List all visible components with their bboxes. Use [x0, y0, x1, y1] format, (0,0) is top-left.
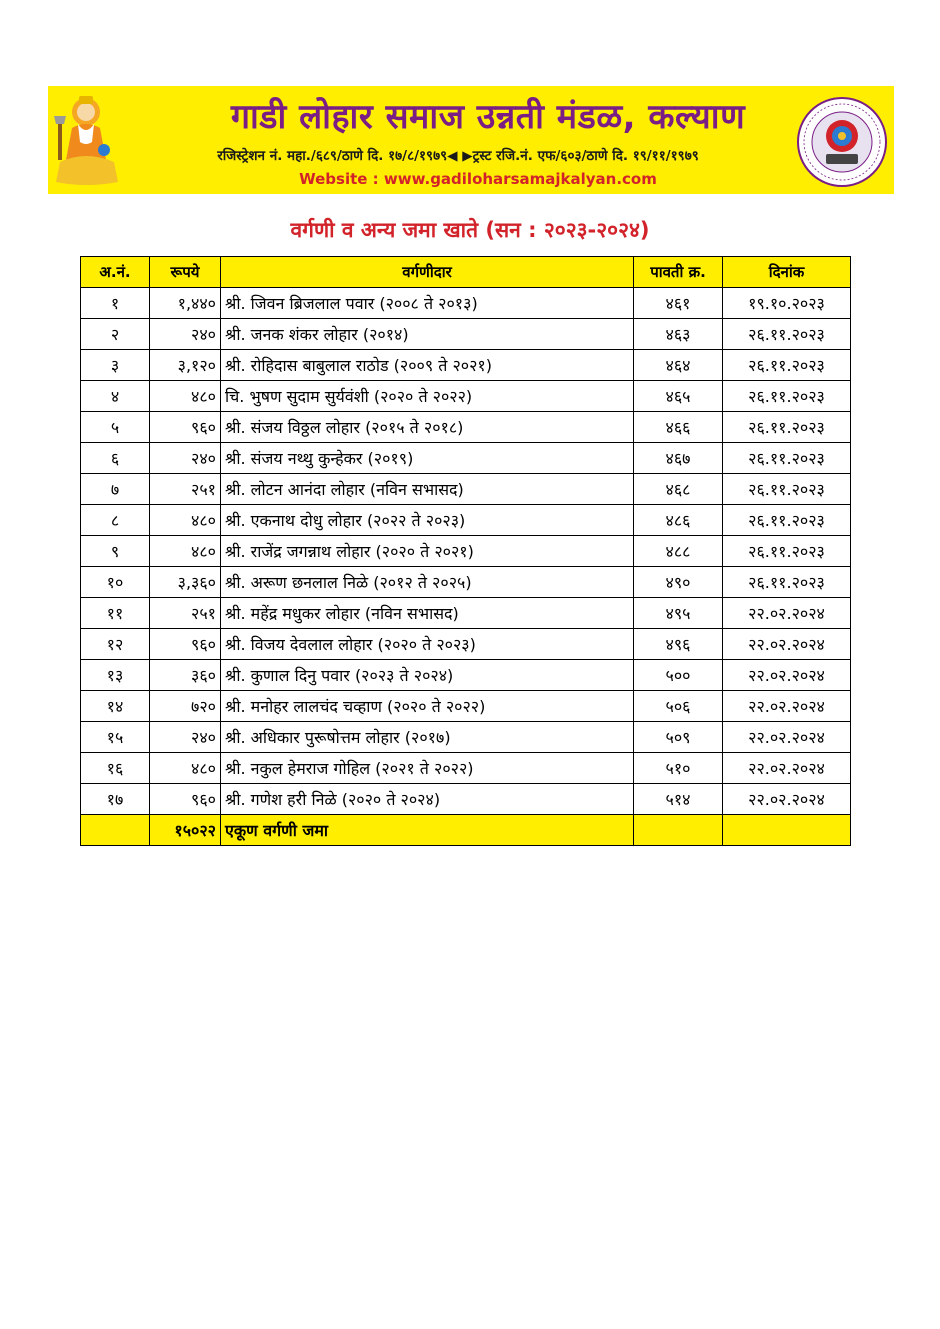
- cell-serial-no: ६: [81, 443, 150, 474]
- total-serial-empty: [81, 815, 150, 846]
- cell-serial-no: १७: [81, 784, 150, 815]
- cell-amount: २४०: [150, 319, 221, 350]
- cell-date: २२.०२.२०२४: [723, 691, 851, 722]
- cell-serial-no: ३: [81, 350, 150, 381]
- cell-date: १९.१०.२०२३: [723, 288, 851, 319]
- table-header-row: [81, 257, 851, 288]
- table-row: [81, 660, 851, 691]
- cell-amount: ३६०: [150, 660, 221, 691]
- cell-contributor: श्री. महेंद्र मधुकर लोहार (नविन सभासद): [221, 598, 634, 629]
- contributions-table: [80, 256, 851, 846]
- cell-serial-no: २: [81, 319, 150, 350]
- cell-amount: ९६०: [150, 629, 221, 660]
- cell-serial-no: १५: [81, 722, 150, 753]
- cell-amount: ४८०: [150, 536, 221, 567]
- cell-contributor: श्री. राजेंद्र जगन्नाथ लोहार (२०२० ते २०२१): [221, 536, 634, 567]
- total-receipt-empty: [634, 815, 723, 846]
- cell-contributor: श्री. संजय विठ्ठल लोहार (२०१५ ते २०१८): [221, 412, 634, 443]
- cell-serial-no: ८: [81, 505, 150, 536]
- cell-receipt-no: ४८६: [634, 505, 723, 536]
- cell-receipt-no: ४६४: [634, 350, 723, 381]
- table-row: [81, 691, 851, 722]
- header-banner: [48, 86, 894, 194]
- cell-contributor: श्री. रोहिदास बाबुलाल राठोड (२००९ ते २०२१): [221, 350, 634, 381]
- table-row: [81, 567, 851, 598]
- cell-amount: ३,३६०: [150, 567, 221, 598]
- table-row: [81, 443, 851, 474]
- header-amount: रूपये: [150, 257, 221, 288]
- cell-date: २६.११.२०२३: [723, 443, 851, 474]
- cell-contributor: श्री. जिवन ब्रिजलाल पवार (२००८ ते २०१३): [221, 288, 634, 319]
- cell-date: २६.११.२०२३: [723, 567, 851, 598]
- cell-receipt-no: ५००: [634, 660, 723, 691]
- table-row: [81, 722, 851, 753]
- cell-serial-no: ९: [81, 536, 150, 567]
- cell-date: २६.११.२०२३: [723, 505, 851, 536]
- cell-date: २६.११.२०२३: [723, 412, 851, 443]
- cell-receipt-no: ४६६: [634, 412, 723, 443]
- cell-amount: २४०: [150, 722, 221, 753]
- cell-amount: ९६०: [150, 412, 221, 443]
- total-amount: १५०२२: [150, 815, 221, 846]
- cell-contributor: श्री. नकुल हेमराज गोहिल (२०२१ ते २०२२): [221, 753, 634, 784]
- cell-serial-no: १२: [81, 629, 150, 660]
- table-row: [81, 629, 851, 660]
- cell-date: २६.११.२०२३: [723, 474, 851, 505]
- cell-serial-no: ५: [81, 412, 150, 443]
- cell-date: २२.०२.२०२४: [723, 753, 851, 784]
- cell-serial-no: ४: [81, 381, 150, 412]
- organization-name: गाडी लोहार समाज उन्नती मंडळ, कल्याण: [230, 97, 746, 137]
- document-title: वर्गणी व अन्य जमा खाते (सन : २०२३-२०२४): [290, 218, 650, 242]
- cell-contributor: श्री. मनोहर लालचंद चव्हाण (२०२० ते २०२२): [221, 691, 634, 722]
- total-label: एकूण वर्गणी जमा: [221, 815, 634, 846]
- cell-date: २६.११.२०२३: [723, 350, 851, 381]
- cell-amount: २५१: [150, 474, 221, 505]
- header-date: दिनांक: [723, 257, 851, 288]
- table-body: [81, 288, 851, 846]
- cell-receipt-no: ५१०: [634, 753, 723, 784]
- cell-date: २२.०२.२०२४: [723, 660, 851, 691]
- cell-contributor: श्री. लोटन आनंदा लोहार (नविन सभासद): [221, 474, 634, 505]
- cell-date: २६.११.२०२३: [723, 381, 851, 412]
- cell-date: २२.०२.२०२४: [723, 598, 851, 629]
- cell-contributor: चि. भुषण सुदाम सुर्यवंशी (२०२० ते २०२२): [221, 381, 634, 412]
- cell-contributor: श्री. जनक शंकर लोहार (२०१४): [221, 319, 634, 350]
- cell-contributor: श्री. अरूण छनलाल निळे (२०१२ ते २०२५): [221, 567, 634, 598]
- table-row: [81, 381, 851, 412]
- registration-details: रजिस्ट्रेशन नं. महा./६८९/ठाणे दि. १७/८/१९७९◀ ▶ट्रस्ट रजि.नं. एफ/६०३/ठाणे दि. १९/११/१९७९: [217, 148, 699, 164]
- table-row: [81, 350, 851, 381]
- cell-date: २२.०२.२०२४: [723, 784, 851, 815]
- organization-seal-logo: [796, 96, 888, 188]
- cell-receipt-no: ४९०: [634, 567, 723, 598]
- cell-contributor: श्री. संजय नथ्थु कुन्हेकर (२०१९): [221, 443, 634, 474]
- cell-receipt-no: ५१४: [634, 784, 723, 815]
- cell-receipt-no: ४६७: [634, 443, 723, 474]
- deity-illustration: [52, 90, 124, 190]
- cell-receipt-no: ५०६: [634, 691, 723, 722]
- cell-amount: ३,१२०: [150, 350, 221, 381]
- table-row: [81, 536, 851, 567]
- cell-serial-no: १०: [81, 567, 150, 598]
- cell-contributor: श्री. एकनाथ दोधु लोहार (२०२२ ते २०२३): [221, 505, 634, 536]
- cell-contributor: श्री. विजय देवलाल लोहार (२०२० ते २०२३): [221, 629, 634, 660]
- cell-amount: ७२०: [150, 691, 221, 722]
- cell-amount: २५१: [150, 598, 221, 629]
- cell-serial-no: १: [81, 288, 150, 319]
- cell-serial-no: १६: [81, 753, 150, 784]
- cell-receipt-no: ४६५: [634, 381, 723, 412]
- cell-receipt-no: ४९५: [634, 598, 723, 629]
- cell-receipt-no: ४६१: [634, 288, 723, 319]
- total-row: [81, 815, 851, 846]
- cell-amount: ४८०: [150, 381, 221, 412]
- table-row: [81, 412, 851, 443]
- cell-amount: ९६०: [150, 784, 221, 815]
- cell-receipt-no: ४८८: [634, 536, 723, 567]
- table-row: [81, 505, 851, 536]
- cell-contributor: श्री. कुणाल दिनु पवार (२०२३ ते २०२४): [221, 660, 634, 691]
- cell-receipt-no: ४६८: [634, 474, 723, 505]
- cell-date: २६.११.२०२३: [723, 536, 851, 567]
- cell-serial-no: १३: [81, 660, 150, 691]
- header-serial-no: अ.नं.: [81, 257, 150, 288]
- table-row: [81, 474, 851, 505]
- cell-amount: २४०: [150, 443, 221, 474]
- cell-amount: १,४४०: [150, 288, 221, 319]
- website-link[interactable]: Website : www.gadiloharsamajkalyan.com: [299, 170, 657, 188]
- cell-receipt-no: ४६३: [634, 319, 723, 350]
- total-date-empty: [723, 815, 851, 846]
- cell-date: २२.०२.२०२४: [723, 629, 851, 660]
- cell-contributor: श्री. गणेश हरी निळे (२०२० ते २०२४): [221, 784, 634, 815]
- cell-serial-no: ७: [81, 474, 150, 505]
- table-row: [81, 319, 851, 350]
- cell-receipt-no: ४९६: [634, 629, 723, 660]
- header-contributor: वर्गणीदार: [221, 257, 634, 288]
- table-row: [81, 598, 851, 629]
- cell-receipt-no: ५०९: [634, 722, 723, 753]
- cell-contributor: श्री. अधिकार पुरूषोत्तम लोहार (२०१७): [221, 722, 634, 753]
- cell-amount: ४८०: [150, 505, 221, 536]
- cell-date: २२.०२.२०२४: [723, 722, 851, 753]
- table-row: [81, 784, 851, 815]
- header-receipt-no: पावती क्र.: [634, 257, 723, 288]
- table-row: [81, 753, 851, 784]
- cell-serial-no: १४: [81, 691, 150, 722]
- cell-date: २६.११.२०२३: [723, 319, 851, 350]
- cell-amount: ४८०: [150, 753, 221, 784]
- cell-serial-no: ११: [81, 598, 150, 629]
- table-row: [81, 288, 851, 319]
